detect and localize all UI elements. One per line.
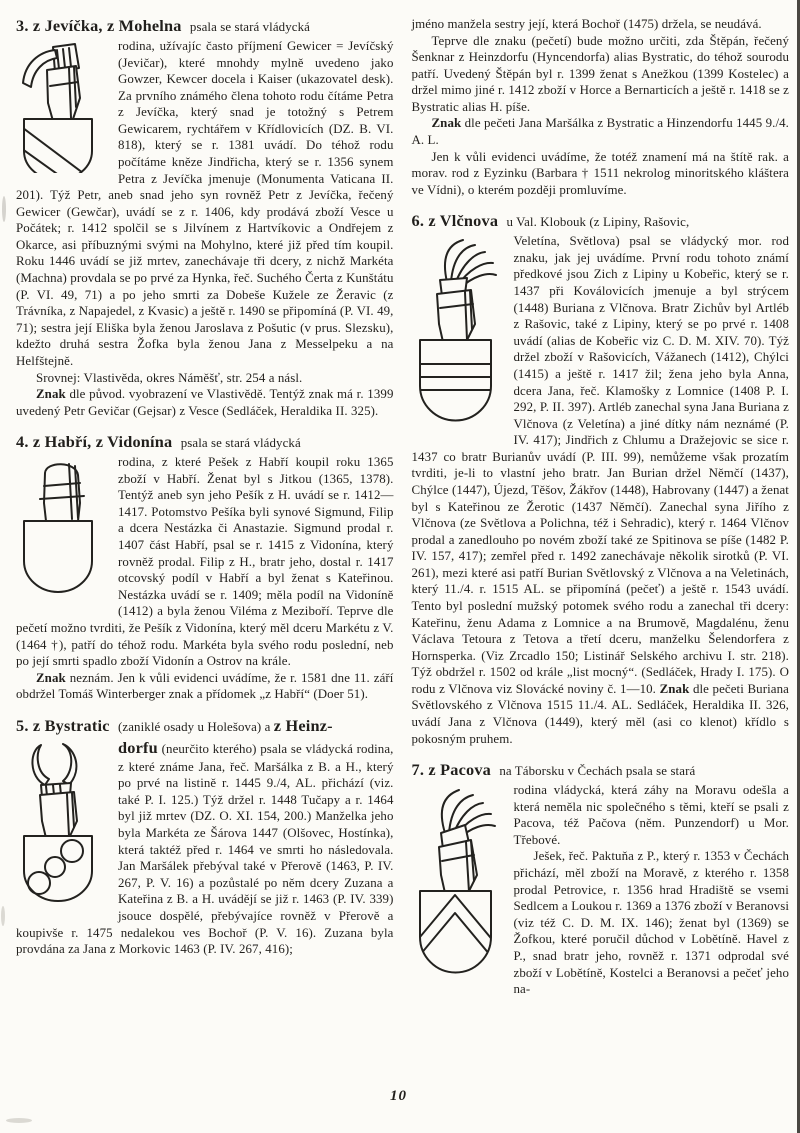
section-text: Veletína, Světlova) psal se vládycký mor. rod znaku, jak jej uvádíme. První rodu tohoto známí předkové jsou Zich z Lipiny u Kobeřic, který se r. 1437 při Koválovicích jmenuje a byl strýcem (1448) Buriana z Vlčnova. Bratr Zichův byl Artléb z Rašovic, také z Lipiny, který se po prvé r. 1408 uvádí (alias de Kobeřic viz C. D. M. XIV. 70). Týž držel zboží v Rašovicích, Vážanech (1412), Chýlci (1415) a ještě r. 1417 žil; žena jeho byla Anna, dcera Jana, řeč. Klamošky z Lomnice (1408 P. I. 292, P. II. 397). Artléb zanechal syna Jana Buriana z Vlčnova (z Veletína) a jiné dítky nám neznámé (P. IV. 417); Jindřich z Chlumu a Dražejovic se sice r. 1437 co bratr Burianův uvádí (P. III. 99), nemůžeme však prozatím tvrditi, je-li to vlastní jeho bratr. Jan Burian držel Němčí (1437), Chýlce (1447), Újezd, Těšov, Žákřov (1448), Habrovany (1447) a ženat byl s Kateřinou ze Žerotic (1437 Němčí). Zanechal syna Jiřího z Vlčnova (ze Světlova a Polichna, též i Sehradic), který r. 1464 Vlčnov prodal a zanedlouho po novém zboží také ze Spitinova se píše (1482 P. IV. 157, 417); zemřel před r. 1492 zanechávaje několik sirotků (P. VI. 261), mezi které asi patří Burian Světlovský z Vlčnova a na Veletinách, který 11./4. r. 1515 AL. se připomíná (pečeť) a ještě r. 1543 uvádí. Tento byl poslední mužský potomek svého rodu a zanechal tři dcery: Kateřinu, ženu Adama z Lomnice a na Brumově, Magdalénu, ženu Václava Tetoura z Tetova a třetí dceru, manželku Šelendorfera z Hornsperka. (Viz Zrcadlo 150; Listinář Selského archivu I. str. 218). Týž obdržel r. 1502 od krále „list mocný“. (Sedláček, Hrady I. 175). O rodu z Vlčnova viz Slovácké noviny č. 1—10. [411,234,789,696]
right-column [412,16,790,1011]
section-habri-vidonina [16,432,394,703]
section-title: 6. z Vlčnova [411,211,499,231]
section-heading [16,716,394,737]
section-title: 7. z Pacova [411,760,492,780]
section-heading-rest: u Val. Klobouk (z Lipiny, Rašovic, [506,215,690,230]
section-title: 5. z Bystratic [16,715,110,735]
section-body [16,738,394,958]
section-heading [16,432,394,453]
znak-label: Znak [659,681,690,696]
section-heading [16,16,394,37]
section-body [412,233,790,747]
habri-arms-illustration [17,457,105,603]
paragraph [412,33,790,116]
section-text-2: dle pečeti Buriana Světlovského z Vlčnova 1515 11./4. AL. Sedláček, Heraldika II. 326, uvádí Jana z Vlčnova (1449), který měl (asi co klenot) křídlo s pokosným pruhem. [411,681,789,746]
section-heading-rest: psala se stará vládycká [180,436,301,451]
section-heading [412,211,790,232]
left-column [16,16,394,1011]
section-title-continued: dorfu [118,737,158,757]
section-vlcnova [412,211,790,747]
helm-horn-bend-shield-icon [17,41,105,173]
continuation-text: jméno manžela sestry její, která Bochoř (1475) držela, se neudává. [411,17,762,31]
jevicka-arms-illustration [17,41,105,173]
helm-plain-shield-icon [17,457,105,603]
plume-helm-barred-shield-icon [413,236,501,434]
scan-artifact [1,906,5,926]
two-horns-roundels-shield-icon [17,741,105,909]
section-title: 3. z Jevíčka, z Mohelna [16,16,182,35]
plume-helm-chevron-shield-icon [413,785,501,995]
znak-paragraph [16,670,394,703]
continuation-paragraph [412,16,790,33]
section-title-2: z Heinz- [273,715,333,735]
section-body [16,38,394,370]
section-text: rodina, z které Pešek z Habří koupil roku 1365 zboží v Habří. Ženat byl s Jitkou (1365, 1378). Tentýž aneb syn jeho Pešík z H. uvádí se r. 1412—1417. Potomstvo Pešíka byli synové Sigmund, Filip a dcera Nestázka či Anastazie. Sigmund prodal r. 1407 část Habří, psal se r. 1415 z Vidonína, který rovněž prodal. Filip z H., bratr jeho, dostal r. 1417 otcovský podíl v Habří a byl ženat s Kateřinou. Nestázka uvádí se r. 1409; měla podíl na Vidoníně (1412) a byla ženou Viléma z Meziboří. Teprve dle pečetí možno tvrditi, že Pešík z Vidonína, který měl dceru Markétu z V. (1464 †), patří do téhož rodu. Markéta byla svého rodu poslední, neb po její smrti spadlo zboží Vidonín a Ostrov na krále. [16,455,394,669]
paragraph-text: Ješek, řeč. Paktuňa z P., který r. 1353 v Čechách přichází, měl zboží na Moravě, z kterého r. 1358 prodal Petrovice, r. 1356 hrad Hradiště se vsemi Sedlcem a Loukou r. 1369 a 1376 zboží v Beranovsi (viz též C. D. M. IX. 146); ženat byl (1369) se Žofkou, které poručil důchod v Lobětíně. Havel z P., snad bratr jeho, rovněž r. 1371 odprodal své zboží v Lobětíně, Kostelci a Beranovsi a pečeť jeho na- [513,849,789,997]
section-body [16,454,394,670]
section-text: (neurčito kterého) psala se vládycká rodina, z které známe Jana, řeč. Maršálka z B. a H., který po prvé na listině r. 1445 9./4, AL. přichází (viz. také P. I. 125.) Týž držel r. 1448 Tučapy a r. 1464 byl již mrtev (DZ. O. XI. 154, 200.) Manželka jeho byla Markéta ze Šárova 1447 (Olšovec, Hostínka), která taktéž před r. 1464 ve smrti ho následovala. Jan Maršálek přebýval také v Přerově (1463, P. IV. 267, P. V. 16) a pozůstalé po něm dcery Zuzana a Kateřina z B. a H. uvádějí se již r. 1463 (P. IV. 339) jsouce dospělé, přebývajíce rovněž v Přerově a koupivše r. 1475 nedalekou ves Bochoř (P. V. 16). Zuzana byla provdána za Jana z Morkovic 1463 (P. IV. 267, 416); [16,741,394,957]
pacova-arms-illustration [413,785,501,995]
scan-artifact [6,1118,32,1123]
section-bystratic-heinzdorf [16,716,394,958]
znak-label: Znak [35,387,66,402]
znak-paragraph [412,115,790,148]
section-heading-rest: psala se stará vládycká [189,20,310,34]
paragraph-text: Teprve dle znaku (pečetí) bude možno určiti, zda Štěpán, řečený Šenknar z Heinzdorfu (Hyncendorfa) alias Bystratic, do téhož sourodu patří. Uvedený Štěpán byl r. 1399 ženat s Anežkou (1399 Kostelec) a držel mimo jiné r. 1412 zboží v Horce a Bernarticích a ještě r. 1418 se z Bystratic alias H. píše. [411,33,789,114]
section-body [412,782,790,848]
section-pacova [412,760,790,997]
znak-label: Znak [431,116,462,131]
section-text: rodina vládycká, která záhy na Moravu odešla a která neměla nic společného s těmi, kteří se psali z Pacova, též Pačova (něm. Punzendorf) u Mor. Třebové. [513,783,789,847]
section-heading [412,760,790,781]
znak-label: Znak [35,670,66,685]
znak-paragraph [16,386,394,419]
scan-artifact [2,196,6,222]
znak-text: dle pečeti Jana Maršálka z Bystratic a Hinzendorfu 1445 9./4. A. L. [411,116,789,148]
vlcnova-arms-illustration [413,236,501,434]
paragraph [412,149,790,199]
bystratic-arms-illustration [17,741,105,909]
paragraph-text: Jen k vůli evidenci uvádíme, že totéž znamení má na štítě rak. a morav. rod z Eyzinku (Barbara † 1511 nekrolog minoritského kláštera ve Vídni), o kterém později promluvíme. [411,149,789,197]
znak-text: dle původ. vyobrazení ve Vlastivědě. Tentýž znak má r. 1399 uvedený Petr Gevičar (Gejsar) z Vesce (Sedláček, Heraldika II. 325). [16,387,394,418]
page-number: 10 [390,1088,407,1104]
section-heading-mid: (zaniklé osady u Holešova) a [118,719,271,734]
znak-text: neznám. Jen k vůli evidenci uvádíme, že r. 1581 dne 11. září obdržel Tomáš Winterberger znak a přídomek „z Habří“ (Doer 51). [16,670,394,702]
section-title: 4. z Habří, z Vidonína [16,432,173,452]
section-jevicka-mohelna [16,16,394,419]
srovnej-paragraph [16,370,394,387]
section-text: rodina, užívajíc často příjmení Gewicer = Jevíčský (Jevičar), které mnohdy mylně uvedeno jako Gowzer, Kewcer docela i Kaiser (ukazovatel desk). Za prvního známého člena tohoto rodu čítáme Petra z Jevíčka, který snad je totožný s Petrem Gewicarem, rychtářem v Křídlovicích (DZ. B. VI. 818), který se r. 1381 uvádí. Do téhož rodu počítáme kněze Jindřicha, který se r. 1356 synem Petra z Jevíčka jmenuje (Monumenta Vaticana II. 201). Týž Petr, aneb snad jeho syn rovněž Petr z Jevíčka, řečený Gewicer (Gewčar), uvádí se z r. 1406, kdy prodává zboží Vesce u Počátek; r. 1412 spolčil se s Jilvínem z Hartvíkovic a Ondřejem z Okarce, asi příbuznými svými na Mohylno, které již před tím koupil. Roku 1446 uvádí se již mrtev, zanechávaje tři dcery, z nichž Markéta (Machna) provdala se po prvé za Hynka, řeč. Suchého Čerta z Kunštátu (P. VI. 49, 71) a po jeho smrti za Dobeše Kužele ze Žeravic (z Trávníka, z Napajedel, z Kvasic) a ještě r. 1490 se připomíná (P. VI. 49, 71); sestra její Eliška byla ženou Jaroslava z Pošutic (v prus. Slezsku), kdežto druhá sestra Žofka byla ženou Jana z Messelpeku a na Helfštejně. [16,38,394,368]
section-bystratic-continuation [412,16,790,198]
srovnej-text: Srovnej: Vlastivěda, okres Náměšť, str. 254 a násl. [35,370,303,385]
section-heading-rest: na Táborsku v Čechách psala se stará [499,764,696,779]
